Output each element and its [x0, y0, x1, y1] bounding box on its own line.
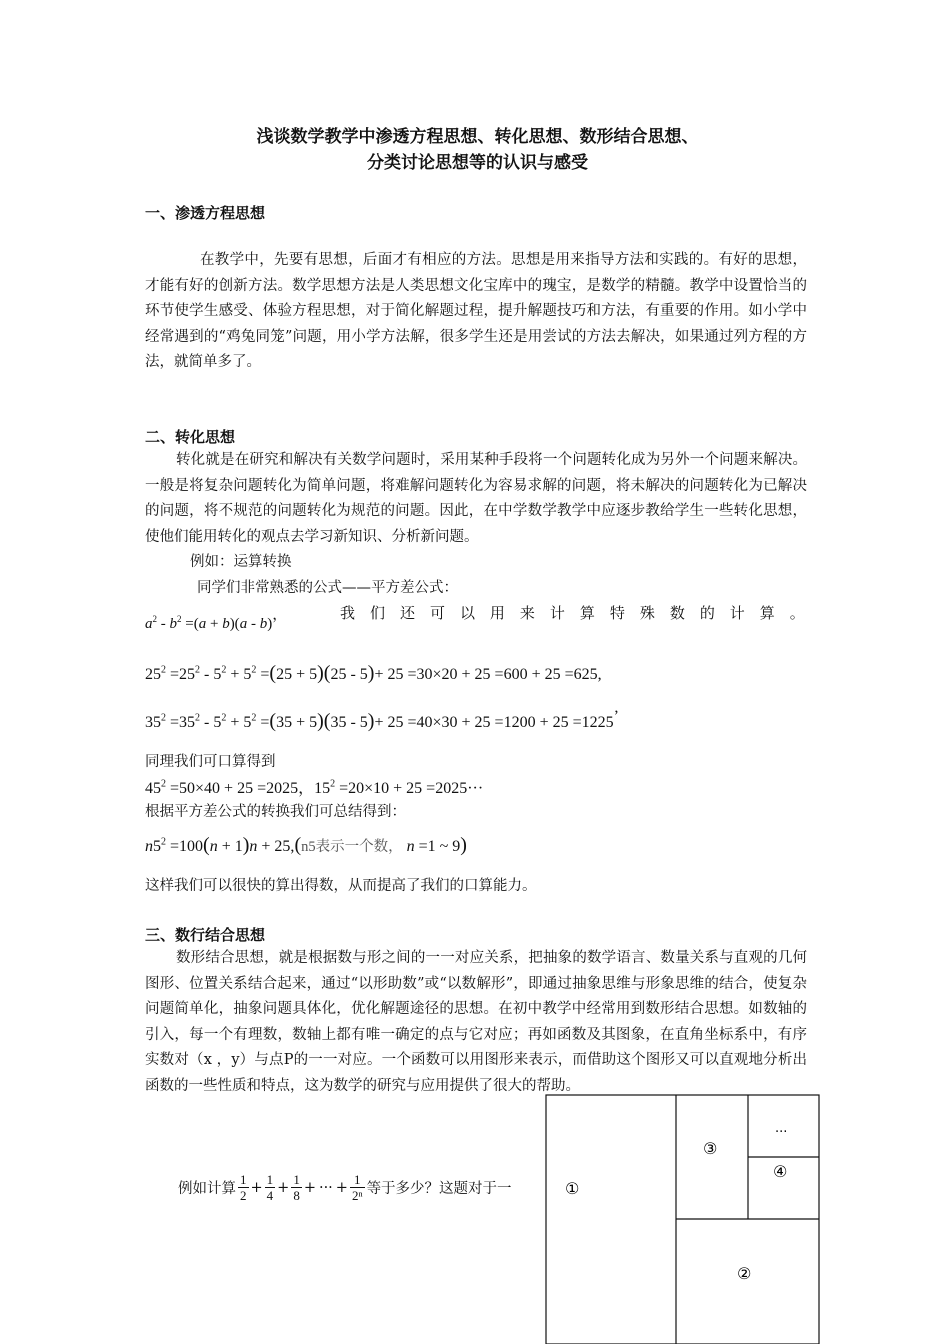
- equation-45-and-15-squared: $45^2 =50\times 40 + 25 =2025$，$15^2 =20\times 10 + 25 =2025\cdot\cdot\cdot$: [145, 778, 484, 797]
- section3-heading: 三、数行结合思想: [145, 926, 266, 944]
- region-label-three: ③: [703, 1139, 718, 1158]
- section2-formula-intro: 同学们非常熟悉的公式——平方差公式：: [197, 580, 458, 596]
- square-subdivision-diagram: [545, 1094, 821, 1344]
- formula-comma: ，: [272, 607, 288, 623]
- region-label-four: ④: [773, 1162, 788, 1181]
- difference-of-squares-formula: $a^2 - b^2 =(a + b)(a - b)$，: [145, 607, 288, 632]
- section2-conclusion: 这样我们可以很快的算出得数，从而提高了我们的口算能力。: [145, 878, 537, 894]
- equation-25-squared: $25^2 =25^2 - 5^2 + 5^2 =(25 + 5)(25 - 5)+ 25 =30\times 20 + 25 =600 + 25 =625$,: [145, 662, 602, 684]
- sum-example-prefix: 例如计算: [178, 1181, 236, 1197]
- section2-example-label: 例如：运算转换: [190, 554, 292, 570]
- region-label-dots: ···: [775, 1125, 788, 1140]
- region-label-one: ①: [565, 1179, 580, 1198]
- fraction-one-eighth: $\frac{1}{8}$: [293, 1172, 300, 1203]
- general-n5-formula: $n5^2 =100(n + 1)n + 25,(n5$表示一个数， n =1 ~ 9): [145, 834, 467, 856]
- document-title-line1: 浅谈数学教学中渗透方程思想、转化思想、数形结合思想、: [256, 127, 699, 147]
- section2-summary-intro: 根据平方差公式的转换我们可总结得到：: [145, 804, 406, 820]
- section2-paragraph: 转化就是在研究和解决有关数学问题时，采用某种手段将一个问题转化成为另外一个问题来解决。一般是将复杂问题转化为简单问题，将难解问题转化为容易求解的问题，将未解决的问题转化为已解决的问题，将不规范的问题转化为规范的问题。因此，在中学数学教学中应逐步教给学生一些转化思想，使他们能用转化的观点去学习新知识、分析新问题。: [145, 452, 807, 545]
- fraction-one-half: $\frac{1}{2}$: [240, 1172, 247, 1203]
- equation-35-squared: $35^2 =35^2 - 5^2 + 5^2 =(35 + 5)(35 - 5)+ 25 =40\times 30 + 25 =1200 + 25 =1225$’: [145, 708, 619, 732]
- fraction-one-over-2n: $\frac{1}{\text{2ⁿ}}$: [351, 1172, 363, 1203]
- fraction-one-quarter: $\frac{1}{4}$: [266, 1172, 274, 1203]
- section3-sum-example: 例如计算 $\frac{1}{2}$ + $\frac{1}{4}$ + $\frac{1}{8}$ + ··· + $\frac{1}{\text{2ⁿ}}$ 等于多少？这题对于一: [178, 1172, 512, 1203]
- section1-paragraph: 在教学中，先要有思想，后面才有相应的方法。思想是用来指导方法和实践的。有好的思想，才能有好的创新方法。数学思想方法是人类思想文化宝库中的瑰宝，是数学的精髓。教学中设置恰当的环节使学生感受、体验方程思想，对于简化解题过程，提升解题技巧和方法，有重要的作用。如小学中经常遇到的“鸡兔同笼”问题，用小学方法解，很多学生还是用尝试的方法去解决，如果通过列方程的方法，就简单多了。: [145, 252, 807, 371]
- section3-paragraph: 数形结合思想，就是根据数与形之间的一一对应关系，把抽象的数学语言、数量关系与直观的几何图形、位置关系结合起来，通过“以形助数”或“以数解形”，即通过抽象思维与形象思维的结合，使复杂问题简单化，抽象问题具体化，优化解题途径的思想。在初中教学中经常用到数形结合思想。如数轴的引入，每一个有理数，数轴上都有唯一确定的点与它对应；再如函数及其图象，在直角坐标系中，有序实数对（x ，y）与点P的一一对应。一个函数可以用图形来表示，而借助这个图形又可以直观地分析出函数的一些性质和特点，这为数学的研究与应用提供了很大的帮助。: [145, 950, 807, 1094]
- document-title-line2: 分类讨论思想等的认识与感受: [367, 153, 588, 173]
- region-label-two: ②: [737, 1264, 752, 1283]
- section2-similarly-text: 同理我们可口算得到: [145, 754, 276, 770]
- sum-ellipsis: ···: [318, 1179, 333, 1196]
- section1-heading: 一、渗透方程思想: [145, 204, 266, 222]
- section2-heading: 二、转化思想: [145, 428, 236, 446]
- n5-note: n5表示一个数，: [301, 839, 403, 855]
- sum-example-suffix: 等于多少？这题对于一: [366, 1181, 512, 1197]
- formula-followup-text: 我 们 还 可 以 用 来 计 算 特 殊 数 的 计 算 。: [340, 604, 805, 622]
